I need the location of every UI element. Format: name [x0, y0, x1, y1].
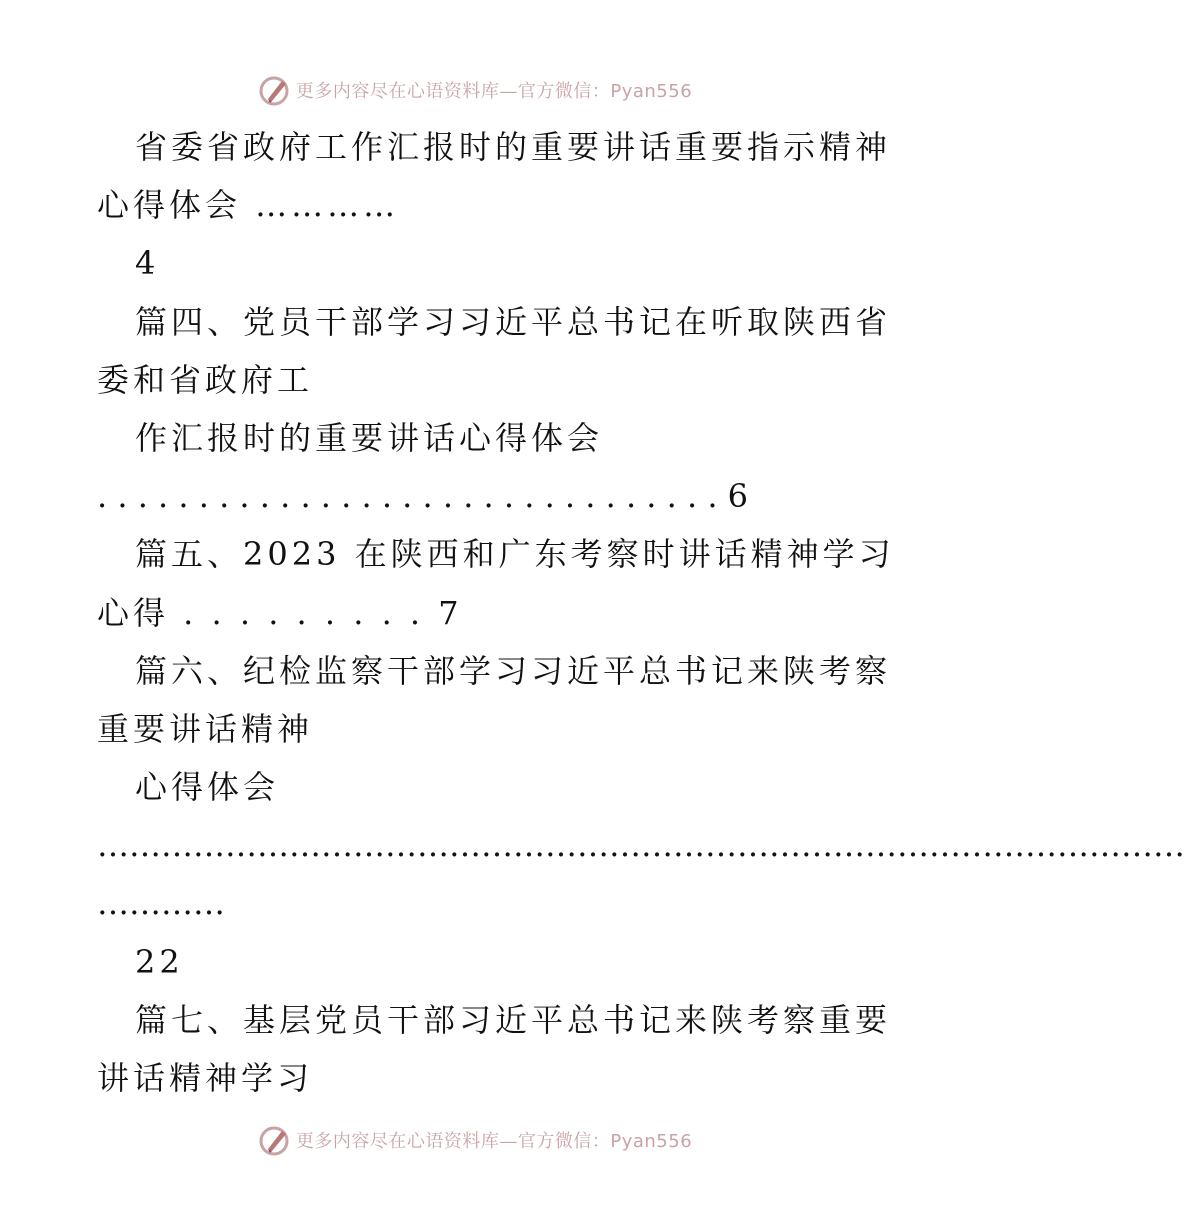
page-number: 22	[135, 942, 184, 981]
pen-logo-icon	[258, 1123, 292, 1157]
footer-watermark-banner	[0, 1120, 950, 1160]
toc-entry-heading: 篇六、纪检监察干部学习习近平总书记来陕考察	[135, 651, 892, 690]
toc-leader-line: . . . . . . . . . . . . . . . . . . . . . . . . . . . . . . . 6	[97, 477, 749, 516]
toc-leader-line: 心得 . . . . . . . . . 7	[97, 593, 463, 632]
toc-entry-heading: 篇五、2023 在陕西和广东考察时讲话精神学习	[135, 535, 895, 574]
header-watermark-banner	[0, 70, 950, 110]
pen-logo-icon	[258, 73, 292, 107]
text-line: 委和省政府工	[97, 360, 314, 399]
document-body	[97, 118, 1185, 1107]
toc-entry-heading: 篇四、党员干部学习习近平总书记在听取陕西省	[135, 302, 892, 341]
text-line: 重要讲话精神	[97, 709, 314, 748]
toc-entry-heading: 篇七、基层党员干部习近平总书记来陕考察重要	[135, 1000, 892, 1039]
text-line: 作汇报时的重要讲话心得体会	[135, 418, 604, 457]
toc-leader-line: …………	[97, 884, 225, 923]
toc-leader-line: …………………………………………………………………………………………	[97, 826, 1185, 865]
page-number: 4	[135, 244, 160, 283]
watermark-text: 更多内容尽在心语资料库—官方微信：Pyan556	[295, 1131, 693, 1152]
text-line: 心得体会	[135, 768, 280, 807]
text-line: 省委省政府工作汇报时的重要讲话重要指示精神	[135, 128, 892, 166]
text-line: 心得体会 …………	[97, 186, 400, 225]
watermark-text: 更多内容尽在心语资料库—官方微信：Pyan556	[295, 81, 693, 102]
text-line: 讲话精神学习	[97, 1059, 314, 1097]
